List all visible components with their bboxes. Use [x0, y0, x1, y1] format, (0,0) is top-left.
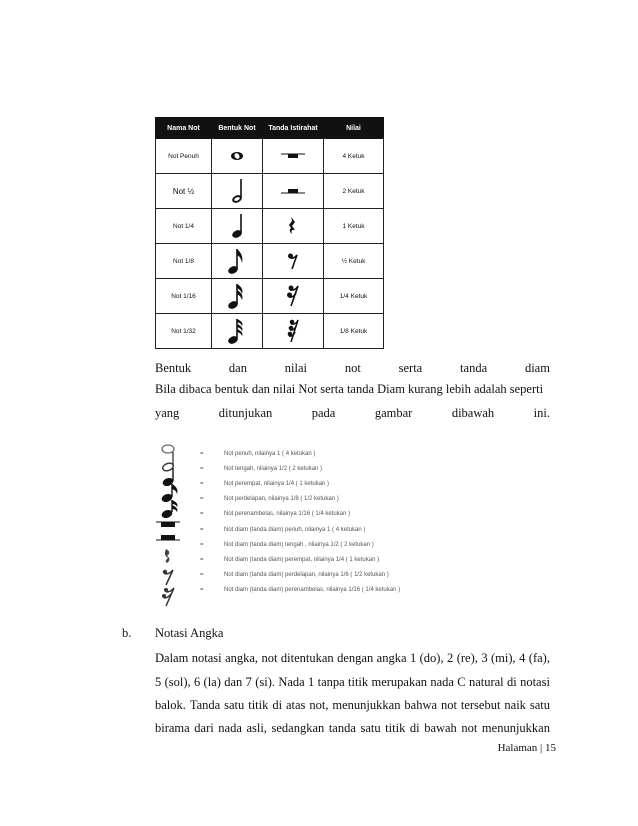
body-word: 7	[245, 675, 252, 689]
body-word: notasi	[520, 675, 550, 689]
body-word: ditentukan	[280, 651, 334, 665]
eighth-note-icon	[228, 247, 246, 275]
legend-text: Not diam (tanda diam) tengah , nilainya 1/2 ( 2 ketukan )	[224, 541, 374, 548]
body-word: not	[261, 651, 278, 665]
body-word: C	[457, 675, 466, 689]
note-value: 2 Ketuk	[324, 174, 384, 209]
note-name: Not Penuh	[156, 139, 212, 174]
body-word: (mi),	[491, 651, 516, 665]
legend-text: Not diam (tanda diam) perempat, nilainya 1/4 ( 1 ketukan )	[224, 556, 380, 563]
equals-sign: =	[200, 587, 204, 594]
body-word: tanpa	[317, 675, 345, 689]
table-row	[156, 279, 384, 314]
body-word: nada	[430, 675, 454, 689]
sixteenth-rest-icon	[286, 284, 300, 308]
body-word: menunjukkan	[481, 721, 550, 735]
body-word: not	[440, 698, 457, 712]
body-word: dengan	[337, 651, 374, 665]
body-line	[155, 697, 550, 713]
body-word: Dalam	[155, 651, 189, 665]
note-value: ½ Ketuk	[324, 244, 384, 279]
legend-item	[200, 522, 500, 537]
legend-item	[200, 507, 500, 522]
body-word: natural	[468, 675, 504, 689]
body-word: bahwa	[404, 698, 438, 712]
note-value: 1/8 Ketuk	[324, 314, 384, 349]
paragraph-word: ditunjukan	[218, 406, 273, 420]
body-word: balok.	[155, 698, 186, 712]
caption-word: dan	[228, 361, 247, 375]
paragraph-word: yang	[155, 406, 180, 420]
body-word: titik	[385, 721, 406, 735]
paragraph-word: dibawah	[451, 406, 495, 420]
body-word: sedangkan	[271, 721, 325, 735]
body-word: titik	[248, 698, 269, 712]
body-word: (sol),	[164, 675, 191, 689]
body-line	[155, 720, 550, 736]
body-word: birama	[155, 721, 190, 735]
header-bentuk-not: Bentuk Not	[212, 118, 263, 139]
note-name: Not 1/4	[156, 209, 212, 244]
body-line	[155, 650, 550, 666]
note-value: 1/4 Ketuk	[324, 279, 384, 314]
section-heading	[122, 626, 223, 641]
section-number: b.	[122, 626, 132, 640]
body-word: 6	[193, 675, 201, 689]
body-word: atas	[285, 698, 306, 712]
thirty-second-note-icon	[228, 317, 246, 345]
legend-item	[200, 552, 500, 567]
thirty-second-rest-icon	[286, 318, 300, 344]
legend-text: Not diam (tanda diam) perdelapan, nilainya 1/6 ( 1/2 ketukan )	[224, 572, 389, 579]
body-word: tanda	[328, 721, 356, 735]
equals-sign: =	[200, 526, 204, 533]
body-word: di	[272, 698, 283, 712]
header-nilai: Nilai	[324, 118, 384, 139]
note-name: Not 1/8	[156, 244, 212, 279]
legend-item	[200, 568, 500, 583]
body-word: notasi	[191, 651, 222, 665]
sixteenth-note-icon	[161, 500, 178, 519]
legend-item	[200, 583, 500, 598]
paragraph-word: ini.	[533, 406, 550, 420]
body-word: (la)	[203, 675, 221, 689]
table-row	[156, 314, 384, 349]
legend-item	[200, 446, 500, 461]
caption-word: tanda	[460, 361, 488, 375]
paragraph-word: gambar	[374, 406, 413, 420]
eighth-rest-icon	[287, 252, 299, 270]
quarter-note-icon	[230, 213, 244, 239]
table-caption	[155, 360, 550, 376]
body-word: angka,	[225, 651, 259, 665]
half-rest-icon	[156, 535, 180, 540]
note-name: Not 1/16	[156, 279, 212, 314]
body-word: Nada	[278, 675, 305, 689]
note-value: 4 Ketuk	[324, 139, 384, 174]
legend-item	[200, 537, 500, 552]
body-word: naik	[504, 698, 526, 712]
legend-text: Not diam (tanda diam) penuh, nilainya 1 ( 4 ketukan )	[224, 526, 366, 533]
caption-word: nilai	[284, 361, 308, 375]
body-word: tersebut	[460, 698, 501, 712]
note-value: 1 Ketuk	[324, 209, 384, 244]
body-word: dan	[224, 675, 243, 689]
half-rest-icon	[281, 186, 305, 196]
whole-note-icon	[162, 445, 174, 453]
equals-sign: =	[200, 556, 204, 563]
whole-rest-icon	[281, 151, 305, 161]
body-word: nada	[218, 721, 242, 735]
table-row	[156, 139, 384, 174]
legend-text: Not tengah, nilainya 1/2 ( 2 ketukan )	[224, 465, 323, 472]
body-word: not	[461, 721, 478, 735]
sixteenth-note-icon	[228, 282, 246, 310]
caption-word: Bentuk	[155, 361, 192, 375]
caption-word: not	[344, 361, 361, 375]
note-value-table	[155, 117, 384, 349]
body-word: 5	[155, 675, 162, 689]
body-word: dari	[194, 721, 214, 735]
legend-text: Not penuh, nilainya 1 ( 4 ketukan )	[224, 450, 316, 457]
equals-sign: =	[200, 572, 204, 579]
legend-text: Not perdelapan, nilainya 1/8 ( 1/2 ketukan )	[224, 496, 339, 503]
caption-word: diam	[524, 361, 550, 375]
body-word: asli,	[246, 721, 267, 735]
note-symbols-figure	[148, 440, 188, 610]
half-note-icon	[230, 178, 244, 204]
note-name: Not ½	[156, 174, 212, 209]
body-word: 4	[519, 651, 526, 665]
whole-rest-icon	[156, 522, 180, 527]
equals-sign: =	[200, 496, 204, 503]
table-row	[156, 209, 384, 244]
equals-sign: =	[200, 465, 204, 472]
body-word: di	[507, 675, 517, 689]
page-footer: Halaman | 15	[497, 742, 556, 754]
body-word: satu	[360, 721, 381, 735]
eighth-rest-icon	[163, 570, 173, 585]
body-word: titik	[348, 675, 369, 689]
paragraph-line	[155, 405, 550, 421]
body-word: menunjukkan	[332, 698, 401, 712]
legend-item	[200, 476, 500, 491]
note-name: Not 1/32	[156, 314, 212, 349]
whole-note-icon	[230, 151, 244, 161]
body-word: 2	[447, 651, 454, 665]
body-word: satu	[529, 698, 550, 712]
paragraph-line: Bila dibaca bentuk dan nilai Not serta tanda Diam kurang lebih adalah seperti	[155, 382, 544, 396]
body-word: angka	[376, 651, 407, 665]
header-tanda-istirahat: Tanda Istirahat	[263, 118, 324, 139]
table-row	[156, 174, 384, 209]
body-word: (re),	[456, 651, 478, 665]
body-word: (do),	[419, 651, 444, 665]
legend-text: Not perenambelas, nilainya 1/16 ( 1/4 ketukan )	[224, 511, 351, 518]
equals-sign: =	[200, 541, 204, 548]
body-word: 3	[481, 651, 488, 665]
body-line	[155, 674, 550, 690]
quarter-rest-icon	[288, 216, 298, 236]
body-word: (si).	[255, 675, 275, 689]
equals-sign: =	[200, 480, 204, 487]
legend-item	[200, 461, 500, 476]
quarter-rest-icon	[165, 549, 170, 563]
legend-item	[200, 492, 500, 507]
body-word: merupakan	[371, 675, 428, 689]
body-word: di	[409, 721, 420, 735]
body-word: 1	[308, 675, 315, 689]
equals-sign: =	[200, 511, 204, 518]
legend-text: Not perempat, nilainya 1/4 ( 1 ketukan )	[224, 480, 330, 487]
sixteenth-rest-icon	[162, 588, 174, 606]
equals-sign: =	[200, 450, 204, 457]
body-word: Tanda	[189, 698, 221, 712]
caption-word: serta	[398, 361, 423, 375]
paragraph-word: pada	[311, 406, 336, 420]
body-word: (fa),	[528, 651, 550, 665]
table-row	[156, 244, 384, 279]
body-word: not,	[309, 698, 329, 712]
body-word: satu	[224, 698, 245, 712]
body-word: bawah	[424, 721, 457, 735]
legend-text: Not diam (tanda diam) perenambelas, nilainya 1/16 ( 1/4 ketukan )	[224, 587, 401, 594]
header-nama-not: Nama Not	[156, 118, 212, 139]
eighth-note-icon	[161, 484, 178, 503]
section-title: Notasi Angka	[155, 626, 224, 640]
legend-list	[200, 446, 500, 598]
body-word: 1	[409, 651, 417, 665]
